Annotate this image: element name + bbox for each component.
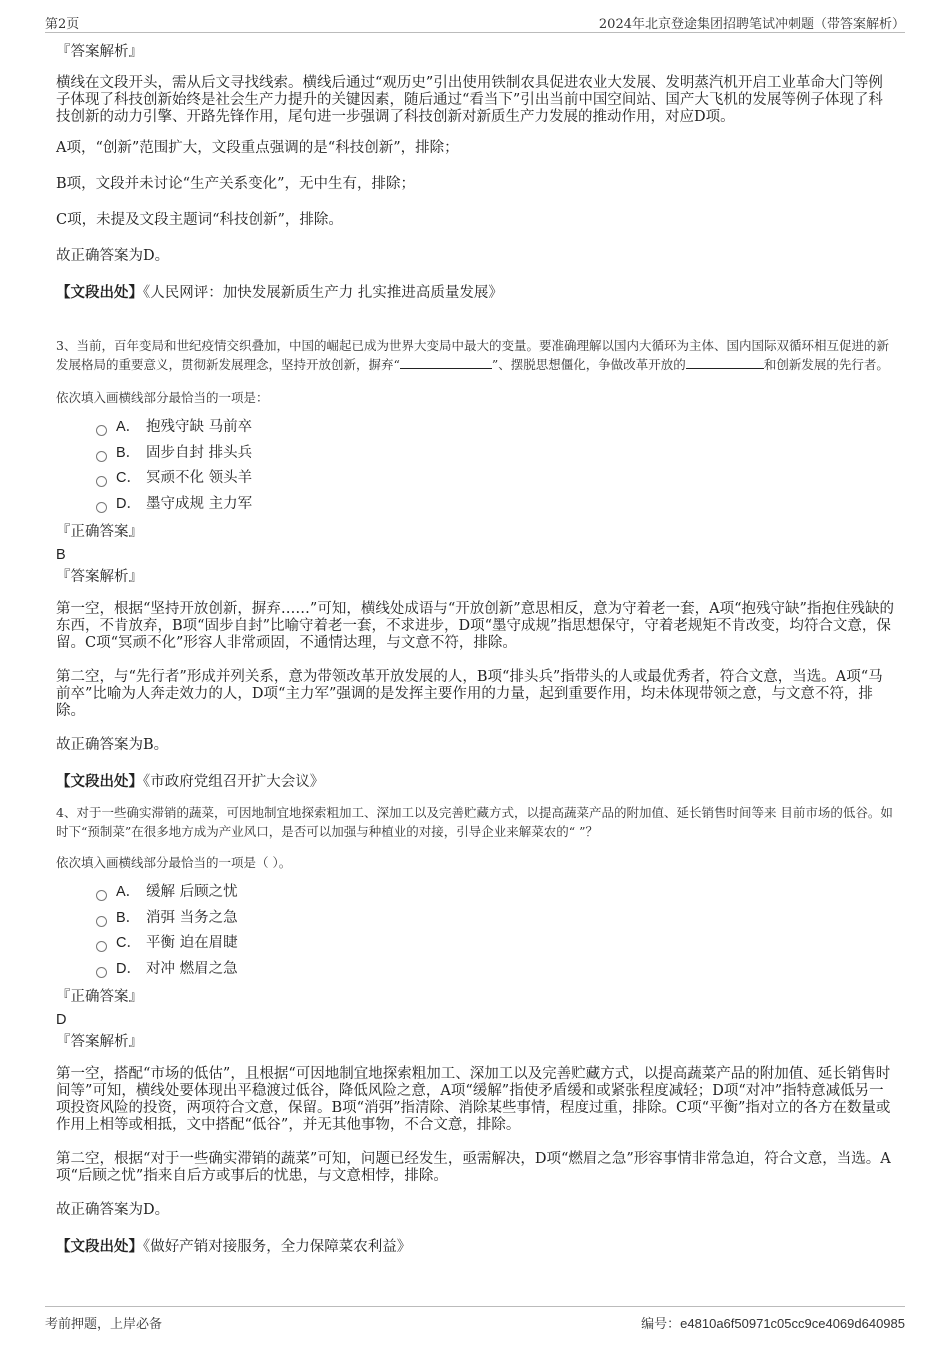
radio-icon[interactable] <box>96 502 107 513</box>
q4-source-title: 《做好产销对接服务，全力保障菜农利益》 <box>143 1239 412 1255</box>
q4-option-c[interactable]: C． 平衡 迫在眉睫 <box>96 931 896 957</box>
q4-source-label: 【文段出处】 <box>56 1238 143 1255</box>
q3-option-c[interactable]: C． 冥顽不化 领头羊 <box>96 466 896 492</box>
radio-icon[interactable] <box>96 476 107 487</box>
page-number: 第2页 <box>45 17 80 32</box>
q3-conclusion: 故正确答案为B。 <box>56 737 169 753</box>
q3-prompt: 依次填入画横线部分最恰当的一项是： <box>56 390 269 405</box>
page-footer <box>45 1306 905 1332</box>
q2-conclusion: 故正确答案为D。 <box>56 248 170 264</box>
q2-analysis-p4: C项，未提及文段主题词“科技创新”，排除。 <box>56 212 343 228</box>
footer-code-value: e4810a6f50971c05cc9ce4069d640985 <box>680 1316 905 1331</box>
q2-analysis-label: 『答案解析』 <box>56 44 143 60</box>
q4-option-a[interactable]: A． 缓解 后顾之忧 <box>96 880 896 906</box>
q4-analysis-p2: 第二空，根据“对于一些确实滞销的蔬菜”可知，问题已经发生，亟需解决，D项“燃眉之急”形容事情非常急迫，符合文意，当选。A项“后顾之忧”指来自后方或事后的忧患，与文意相悖，排除。 <box>56 1151 891 1184</box>
q2-source-label: 【文段出处】 <box>56 284 143 301</box>
q3-option-a[interactable]: A． 抱残守缺 马前卒 <box>96 415 896 441</box>
q2-source-title: 《人民网评：加快发展新质生产力 扎实推进高质量发展》 <box>143 285 503 301</box>
q3-stem-part1: 3、当前，百年变局和世纪疫情交织叠加，中国的崛起已成为世界大变局中最大的变量。要准确理解以国内大循环为主体、国内国际双循环相互促进的新发展格局的重要意义，贯彻新发展理念，坚持开放创新，摒弃“ <box>56 338 889 372</box>
q3-option-d[interactable]: D． 墨守成规 主力军 <box>96 492 896 518</box>
radio-icon[interactable] <box>96 425 107 436</box>
footer-code-label: 编号： <box>641 1317 681 1332</box>
q4-source <box>56 1238 896 1256</box>
footer-code <box>641 1313 905 1332</box>
q4-analysis-label: 『答案解析』 <box>56 1034 143 1050</box>
footer-slogan: 考前押题，上岸必备 <box>45 1317 163 1332</box>
q4-answer-label: 『正确答案』 <box>56 989 143 1005</box>
q2-source <box>56 284 896 302</box>
q3-source <box>56 773 896 791</box>
q3-source-label: 【文段出处】 <box>56 773 143 790</box>
q4-stem: 4、对于一些确实滞销的蔬菜，可因地制宜地探索粗加工、深加工以及完善贮藏方式，以提高蔬菜产品的附加值、延长销售时间等来 目前市场的低谷。如时下“预制菜”在很多地方成为产业风口，是否可以加强与种植业的对接，引导企业来解菜农的“ ”？ <box>56 805 893 839</box>
q3-answer: B <box>56 547 66 563</box>
q4-option-b[interactable]: B． 消弭 当务之急 <box>96 906 896 932</box>
q4-conclusion: 故正确答案为D。 <box>56 1202 170 1218</box>
q4-analysis-p1: 第一空，搭配“市场的低估”，且根据“可因地制宜地探索粗加工、深加工以及完善贮藏方式，以提高蔬菜产品的附加值、延长销售时间等”可知，横线处要体现出平稳渡过低谷，降低风险之意，A项“缓解”指使矛盾缓和或紧张程度减轻；D项“对冲”指特意减低另一项投资风险的投资，两项符合文意，保留。B项“消弭”指清除、消除某些事情，程度过重，排除。C项“平衡”指对立的各方在数量或作用上相等或相抵，文中搭配“低谷”，并无其他事物，不合文意，排除。 <box>56 1066 891 1133</box>
page-header <box>45 10 905 33</box>
q2-analysis-p2: A项，“创新”范围扩大，文段重点强调的是“科技创新”，排除； <box>56 140 459 156</box>
q2-analysis-p1: 横线在文段开头，需从后文寻找线索。横线后通过“观历史”引出使用铁制农具促进农业大发展、发明蒸汽机开启工业革命大门等例子体现了科技创新始终是社会生产力提升的关键因素，随后通过“看当下”引出当前中国空间站、国产大飞机的发展等例子体现了科技创新的动力引擎、开路先锋作用，尾句进一步强调了科技创新对新质生产力发展的推动作用，对应D项。 <box>56 75 883 125</box>
q4-prompt: 依次填入画横线部分最恰当的一项是（ ）。 <box>56 855 292 870</box>
q3-source-title: 《市政府党组召开扩大会议》 <box>143 774 325 790</box>
q3-options <box>96 415 896 517</box>
q3-analysis-label: 『答案解析』 <box>56 569 143 585</box>
page-content <box>56 38 896 1270</box>
radio-icon[interactable] <box>96 941 107 952</box>
q3-blank-2 <box>686 356 764 369</box>
q4-answer: D <box>56 1012 67 1028</box>
q3-blank-1 <box>400 356 492 369</box>
radio-icon[interactable] <box>96 967 107 978</box>
q3-stem-part3: 和创新发展的先行者。 <box>763 357 889 372</box>
q3-stem-part2: ”、摆脱思想僵化，争做改革开放的 <box>491 357 686 372</box>
q4-option-d[interactable]: D． 对冲 燃眉之急 <box>96 957 896 983</box>
q3-stem <box>56 336 896 374</box>
radio-icon[interactable] <box>96 890 107 901</box>
q4-options <box>96 880 896 982</box>
q3-option-b[interactable]: B． 固步自封 排头兵 <box>96 441 896 467</box>
radio-icon[interactable] <box>96 916 107 927</box>
q3-analysis-p1: 第一空，根据“坚持开放创新，摒弃……”可知，横线处成语与“开放创新”意思相反，意为守着老一套，A项“抱残守缺”指抱住残缺的东西，不肯放弃，B项“固步自封”比喻守着老一套，不求进步，D项“墨守成规”指思想保守，守着老规矩不肯改变，均符合文意，保留。C项“冥顽不化”形容人非常顽固，不通情达理，与文意不符，排除。 <box>56 601 894 651</box>
radio-icon[interactable] <box>96 451 107 462</box>
q3-answer-label: 『正确答案』 <box>56 524 143 540</box>
document-title: 2024年北京登途集团招聘笔试冲刺题（带答案解析） <box>598 17 905 32</box>
q3-analysis-p2: 第二空，与“先行者”形成并列关系，意为带领改革开放发展的人，B项“排头兵”指带头的人或最优秀者，符合文意，当选。A项“马前卒”比喻为人奔走效力的人，D项“主力军”强调的是发挥主要作用的力量，起到重要作用，均未体现带领之意，与文意不符，排除。 <box>56 669 883 719</box>
q2-analysis-p3: B项，文段并未讨论“生产关系变化”，无中生有，排除； <box>56 176 415 192</box>
